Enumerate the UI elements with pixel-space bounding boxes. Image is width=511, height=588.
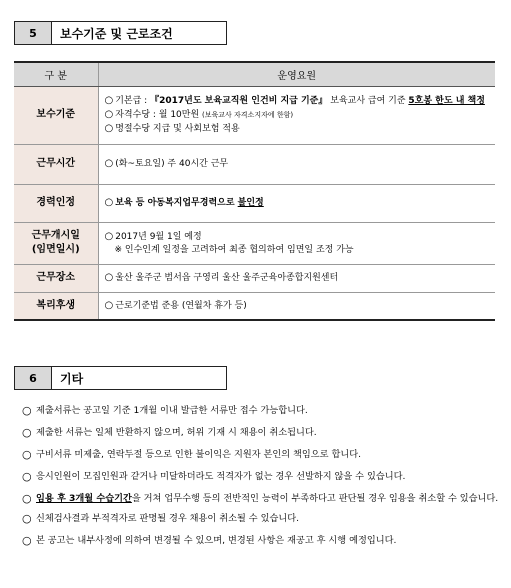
row-label: 복리후생 [14,292,98,320]
circle-bullet-icon: ○ [104,272,114,283]
row-value: ○ 근로기준법 준용 (연월차 휴가 등) [98,292,495,320]
row-value: ○ 울산 울주군 범서읍 구영리 울산 울주군육아종합지원센터 [98,264,495,292]
row-label: 경력인정 [14,184,98,222]
work-conditions-table [14,61,495,321]
circle-bullet-icon: ○ [22,534,32,547]
list-item: ○ 본 공고는 내부사정에 의하여 변경될 수 있으며, 변경된 사항은 재공고 후 시행 예정입니다. [22,534,397,547]
circle-bullet-icon: ○ [22,470,32,483]
list-item: ○ 신체검사결과 부적격자로 판명될 경우 채용이 취소될 수 있습니다. [22,512,299,525]
table-row-career [14,184,495,222]
table-row-pay [14,86,495,144]
circle-bullet-icon: ○ [104,299,114,311]
list-item: ○ 제출한 서류는 일체 반환하지 않으며, 허위 기재 시 채용이 취소됩니다. [22,426,317,439]
circle-bullet-icon: ○ [104,109,114,120]
circle-bullet-icon: ○ [104,230,114,242]
table-row-hours [14,144,495,184]
circle-bullet-icon: ○ [104,197,114,208]
table-row-start [14,222,495,264]
section-title: 보수기준 및 근로조건 [52,21,227,45]
circle-bullet-icon: ○ [104,123,114,134]
circle-bullet-icon: ○ [22,448,32,461]
section-number: 5 [14,21,52,45]
row-label: 근무시간 [14,144,98,184]
table-row-welfare [14,292,495,320]
notes-list [22,404,500,556]
row-label: 보수기준 [14,86,98,144]
circle-bullet-icon: ○ [104,95,114,106]
section-6-header [14,366,227,390]
section-title: 기타 [52,366,227,390]
circle-bullet-icon: ○ [104,158,114,169]
row-value: ○ 기본급 : 『2017년도 보육교직원 인건비 지급 기준』 보육교사 급여 기준 5호봉 한도 내 책정 ○ 자격수당 : 월 10만원 (보육교사 자격소지자에 한함) ○ 명절수당 지급 및 사회보험 적용 [98,86,495,144]
table-header-row [14,62,495,86]
list-item: ○ 구비서류 미제출, 연락두절 등으로 인한 불이익은 지원자 본인의 책임으로 합니다. [22,448,362,461]
section-5-header [14,21,227,45]
circle-bullet-icon: ○ [22,512,32,525]
row-label: 근무장소 [14,264,98,292]
row-label: 근무개시일 (임면일시) [14,222,98,264]
list-item: ○ 응시인원이 모집인원과 같거나 미달하더라도 적격자가 없는 경우 선발하지 않을 수 있습니다. [22,470,406,483]
table-row-place [14,264,495,292]
header-staff: 운영요원 [98,62,495,86]
list-item: ○ 임용 후 3개월 수습기간을 거쳐 업무수행 등의 전반적인 능력이 부족하다고 판단될 경우 임용을 취소할 수 있습니다. [22,492,499,505]
circle-bullet-icon: ○ [22,492,32,505]
row-value: ○ 2017년 9월 1일 예정 ※ 인수인계 일정을 고려하여 최종 협의하여 임면일 조정 가능 [98,222,495,264]
circle-bullet-icon: ○ [22,426,32,439]
list-item: ○ 제출서류는 공고일 기준 1개월 이내 발급한 서류만 접수 가능합니다. [22,404,308,417]
row-value: ○ 보육 등 아동복지업무경력으로 불인정 [98,184,495,222]
section-number: 6 [14,366,52,390]
circle-bullet-icon: ○ [22,404,32,417]
header-category: 구 분 [14,62,98,86]
row-value: ○ (화~토요일) 주 40시간 근무 [98,144,495,184]
